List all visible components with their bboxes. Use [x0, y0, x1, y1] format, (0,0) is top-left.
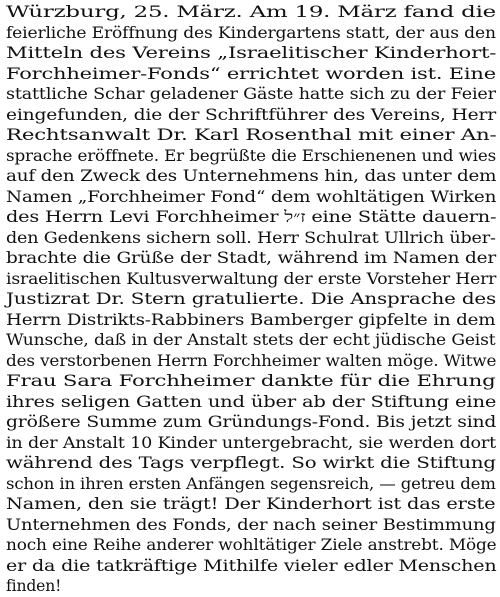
article-line: er da die tatkräftige Mithilfe vieler edler Menschen [6, 556, 497, 575]
article-line: israelitischen Kultusverwaltung der erste Vorsteher Herr [6, 269, 497, 288]
article-line: den Gedenkens sichern soll. Herr Schulrat Ullrich über- [6, 228, 496, 247]
article-line: feierliche Eröffnung des Kindergartens statt, der aus den [6, 23, 496, 42]
article-line: Justizrat Dr. Stern gratulierte. Die Ansprache des [6, 290, 497, 308]
article-line: finden! [6, 577, 62, 595]
article-line: größere Summe zum Gründungs-Fond. Bis jetzt sind [6, 413, 497, 431]
newspaper-article [6, 2, 497, 595]
article-line: Frau Sara Forchheimer dankte für die Ehrung [6, 372, 496, 390]
article-line: eingefunden, die der Schriftführer des Vereins, Herr [6, 105, 496, 124]
article-line: ihres seligen Gatten und über ab der Stiftung eine [6, 392, 497, 411]
article-line: Mitteln des Vereins „Israelitischer Kinderhort- [6, 44, 497, 62]
article-line: Herrn Distrikts-Rabbiners Bamberger gipfelte in dem [6, 310, 496, 329]
article-line: Unternehmen des Fonds, der nach seiner Bestimmung [6, 515, 496, 534]
article-line: noch eine Reihe anderer wohltätiger Ziele anstrebt. Möge [6, 536, 497, 554]
article-line: Namen, den sie trägt! Der Kinderhort ist das erste [6, 495, 496, 513]
article-line: während des Tags verpflegt. So wirkt die Stiftung [6, 454, 496, 472]
article-line: Wunsche, daß in der Anstalt stets der echt jüdische Geist [6, 331, 496, 349]
article-line: sprache eröffnete. Er begrüßte die Erschienenen und wies [6, 146, 497, 165]
article-line: in der Anstalt 10 Kinder untergebracht, sie werden dort [6, 433, 496, 452]
article-line: des verstorbenen Herrn Forchheimer walten möge. Witwe [6, 351, 497, 370]
article-line: auf den Zweck des Unternehmens hin, das unter dem [6, 167, 497, 185]
article-line: Forchheimer-Fonds“ errichtet worden ist. Eine [6, 64, 496, 83]
article-line: Namen „Forchheimer Fond“ dem wohltätigen Wirken [6, 187, 497, 206]
article-line: Würzburg, 25. März. Am 19. März fand die [6, 3, 496, 21]
article-line: stattliche Schar geladener Gäste hatte sich zu der Feier [6, 85, 496, 103]
article-line: Rechtsanwalt Dr. Karl Rosenthal mit einer An- [6, 126, 497, 144]
article-line: schon in ihren ersten Anfängen segensreich, — getreu dem [6, 474, 496, 493]
article-line: des Herrn Levi Forchheimer ז״ל eine Stätte dauern- [6, 208, 497, 226]
article-line: brachte die Grüße der Stadt, während im Namen der [6, 249, 497, 267]
